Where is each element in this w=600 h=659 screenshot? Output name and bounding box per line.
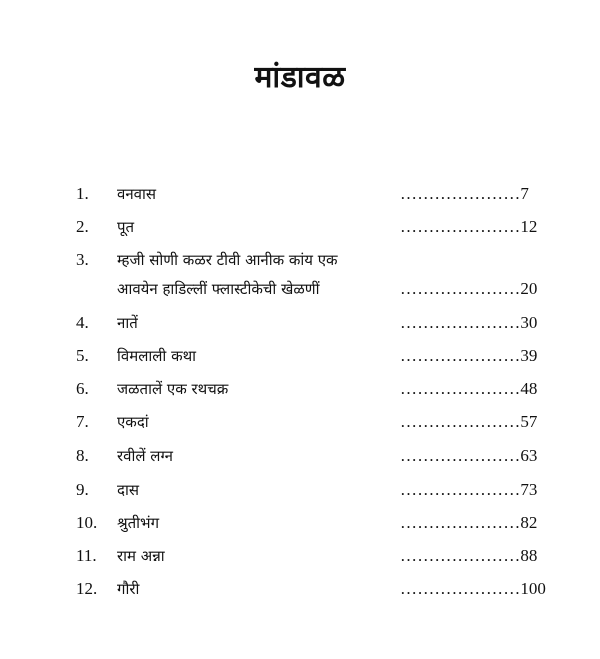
entry-page: …………………88: [400, 546, 538, 565]
entry-number: 10.: [76, 513, 98, 532]
entry-number: 7.: [76, 412, 89, 431]
entry-title: रवीलें लग्न: [117, 447, 174, 465]
entry-page: …………………48: [400, 379, 538, 398]
entry-title: विमलाली कथा: [117, 347, 197, 365]
entry-title: गौरी: [117, 580, 140, 598]
entry-number: 8.: [76, 446, 89, 465]
entry-title: दास: [117, 481, 139, 499]
entry-title: पूत: [117, 218, 135, 236]
entry-number: 2.: [76, 217, 89, 236]
entry-title: नातें: [117, 314, 138, 332]
entry-title-line-2: आवयेन हाडिल्लीं फ्लास्टीकेची खेळणीं: [117, 280, 320, 298]
entry-number: 4.: [76, 313, 89, 332]
entry-number: 11.: [76, 546, 97, 565]
entry-page: …………………12: [400, 217, 538, 236]
entry-number: 1.: [76, 184, 89, 203]
entry-page: …………………100: [400, 579, 546, 598]
entry-page: …………………7: [400, 184, 529, 203]
entry-title: राम अन्ना: [117, 547, 165, 565]
entry-page: …………………30: [400, 313, 538, 332]
entry-number: 5.: [76, 346, 89, 365]
entry-title: वनवास: [117, 185, 157, 203]
entry-title: एकदां: [117, 413, 149, 431]
entry-number: 12.: [76, 579, 98, 598]
entry-number: 3.: [76, 250, 89, 269]
entry-page: …………………39: [400, 346, 538, 365]
entry-page: …………………20: [400, 279, 538, 298]
entry-number: 9.: [76, 480, 89, 499]
entry-page: …………………73: [400, 480, 538, 499]
entry-page: …………………82: [400, 513, 538, 532]
page-title: मांडावळ: [254, 60, 346, 95]
entry-page: …………………57: [400, 412, 538, 431]
entry-page: …………………63: [400, 446, 538, 465]
entry-number: 6.: [76, 379, 89, 398]
entry-title: श्रुतीभंग: [117, 514, 160, 532]
entry-title: जळतालें एक रथचक्र: [117, 380, 229, 398]
entry-title-line-1: म्हजी सोणी कळर टीवी आनीक कांय एक: [117, 251, 338, 269]
